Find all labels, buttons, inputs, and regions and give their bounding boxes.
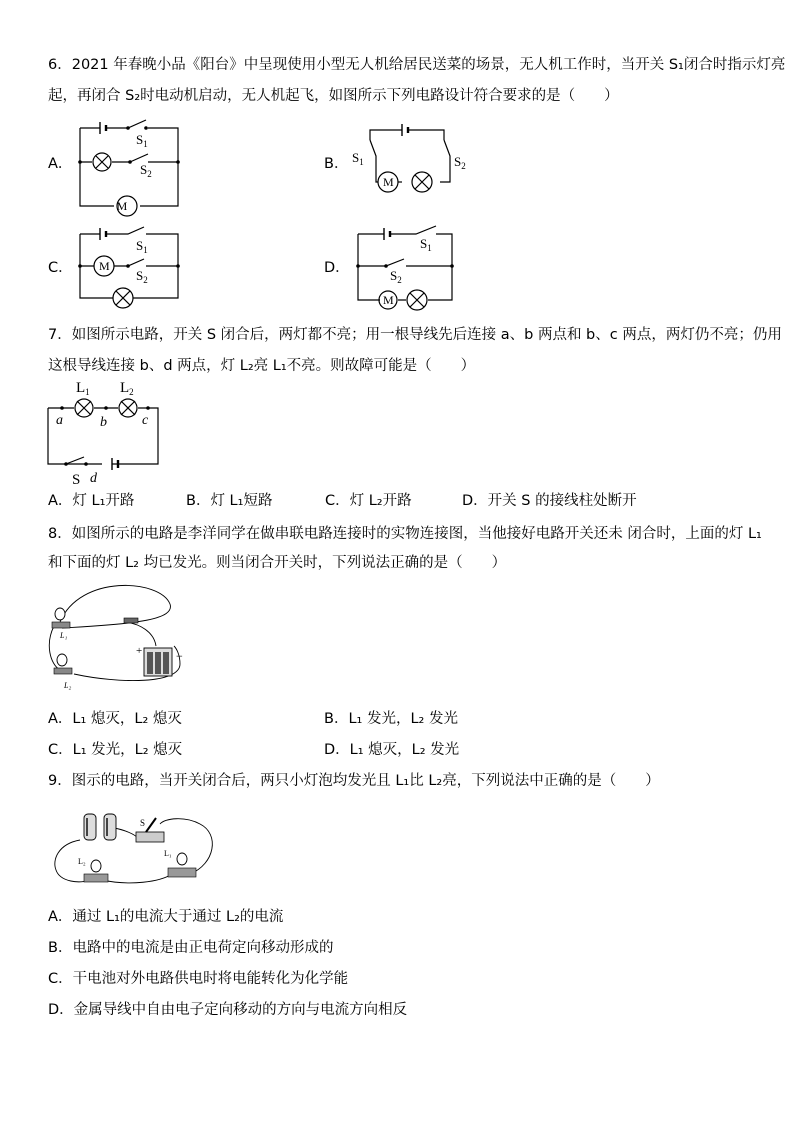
q8-circuit-photo xyxy=(40,584,200,694)
svg-text:+: + xyxy=(136,645,143,657)
q9-text-line1: 9．图示的电路，当开关闭合后，两只小灯泡均发光且 L₁比 L₂亮，下列说法中正确的是（ ） xyxy=(48,773,660,789)
q6-text-line2: 起，再闭合 S₂时电动机启动，无人机起飞，如图所示下列电路设计符合要求的是（ ） xyxy=(48,88,619,104)
q8-bulb-l1 xyxy=(52,608,70,628)
svg-text:L1: $L_1$ xyxy=(76,380,90,397)
svg-text:L₂: L₂ xyxy=(64,681,72,690)
q6-circuit-d xyxy=(356,226,456,312)
svg-text:S2: $S_2$ xyxy=(140,162,152,179)
q8-option-d: D．L₁ 熄灭，L₂ 发光 xyxy=(324,742,460,758)
q6-circuit-a xyxy=(78,118,188,213)
q6-circuit-c xyxy=(78,226,188,306)
svg-text:L₁: L₁ xyxy=(60,631,68,640)
q8-text-line2: 和下面的灯 L₂ 均已发光。则当闭合开关时，下列说法正确的是（ ） xyxy=(48,555,507,571)
svg-text:S1: $S_1$ xyxy=(352,150,364,167)
q8-switch xyxy=(124,618,138,623)
svg-text:M: M xyxy=(383,293,394,307)
q6-text-line1: 6．2021 年春晚小品《阳台》中呈现使用小型无人机给居民送菜的场景，无人机工作时，当开关 S₁闭合时指示灯亮 xyxy=(48,57,786,73)
svg-text:c: c xyxy=(142,413,149,428)
svg-text:S2: $S_2$ xyxy=(390,268,402,285)
q6-circuit-b xyxy=(350,124,470,194)
svg-text:S1: $S_1$ xyxy=(136,238,148,255)
svg-text:L₁: L₁ xyxy=(164,849,172,858)
svg-text:d: d xyxy=(90,471,97,486)
q9-circuit-photo xyxy=(50,804,225,890)
svg-text:S: S xyxy=(72,472,81,488)
q7-circuit-diagram xyxy=(46,378,166,488)
svg-text:L₂: L₂ xyxy=(78,857,86,866)
q6-option-c-label: C． xyxy=(48,260,73,276)
q8-option-c: C．L₁ 发光，L₂ 熄灭 xyxy=(48,742,183,758)
q9-bulb-l2 xyxy=(84,860,108,882)
svg-text:M: M xyxy=(99,259,110,273)
svg-text:a: a xyxy=(56,413,63,428)
svg-text:b: b xyxy=(100,415,107,430)
svg-text:L2: $L_2$ xyxy=(120,380,134,397)
q9-battery-cells xyxy=(84,814,116,840)
q6-option-a-label: A． xyxy=(48,156,73,172)
q8-bulb-l2 xyxy=(54,654,72,674)
q7-option-a: A．灯 L₁开路 xyxy=(48,493,135,509)
q7-option-b: B．灯 L₁短路 xyxy=(186,493,273,509)
q6-option-b-label: B． xyxy=(324,156,349,172)
q7-text-line2: 这根导线连接 b、d 两点，灯 L₂亮 L₁不亮。则故障可能是（ ） xyxy=(48,358,476,374)
q9-option-a: A．通过 L₁的电流大于通过 L₂的电流 xyxy=(48,909,284,925)
q8-option-a: A．L₁ 熄灭，L₂ 熄灭 xyxy=(48,711,182,727)
q6a-motor-label: M xyxy=(116,199,128,213)
svg-text:S1: $S_1$ xyxy=(136,132,148,149)
q9-bulb-l1 xyxy=(168,853,196,877)
q7-option-c: C．灯 L₂开路 xyxy=(325,493,412,509)
svg-text:S2: $S_2$ xyxy=(454,154,466,171)
q7-text-line1: 7．如图所示电路，开关 S 闭合后，两灯都不亮；用一根导线先后连接 a、b 两点和 b、c 两点，两灯仍不亮；仍用 xyxy=(48,327,782,343)
q9-option-c: C．干电池对外电路供电时将电能转化为化学能 xyxy=(48,971,349,987)
q6-option-d-label: D． xyxy=(324,260,350,276)
q7-option-d: D．开关 S 的接线柱处断开 xyxy=(462,493,637,509)
svg-text:S1: $S_1$ xyxy=(420,236,432,253)
q8-text-line1: 8．如图所示的电路是李洋同学在做串联电路连接时的实物连接图，当他接好电路开关还未 闭合时，上面的灯 L₁ xyxy=(48,526,762,542)
q8-battery-pack xyxy=(144,648,172,676)
svg-text:S: S xyxy=(140,818,146,828)
q9-option-b: B．电路中的电流是由正电荷定向移动形成的 xyxy=(48,940,334,956)
q9-option-d: D．金属导线中自由电子定向移动的方向与电流方向相反 xyxy=(48,1002,408,1018)
svg-text:S2: $S_2$ xyxy=(136,268,148,285)
q8-option-b: B．L₁ 发光，L₂ 发光 xyxy=(324,711,458,727)
svg-text:−: − xyxy=(176,649,183,663)
svg-text:M: M xyxy=(383,175,394,189)
